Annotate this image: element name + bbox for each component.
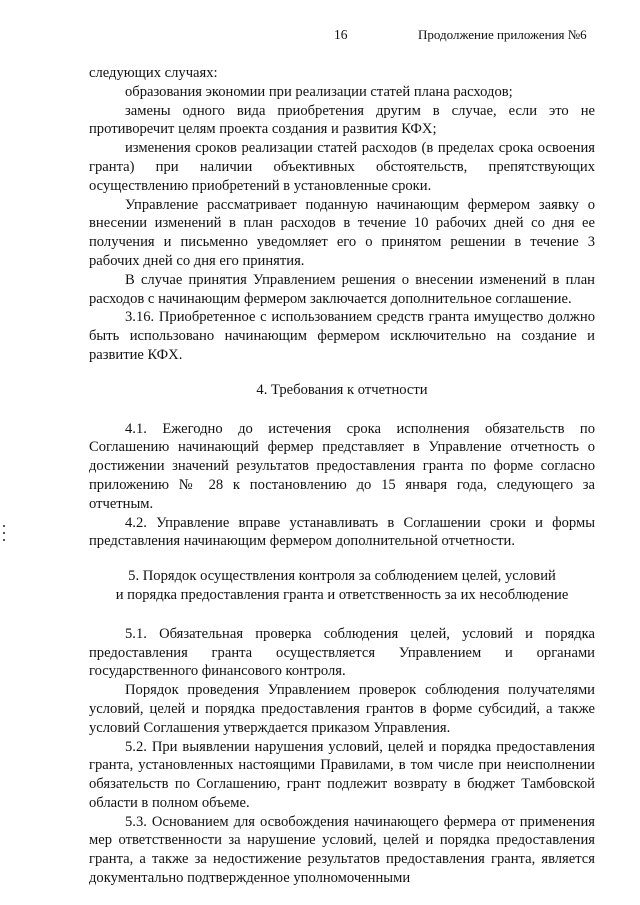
- paragraph: следующих случаях:: [89, 65, 218, 81]
- paragraph: 5.1. Обязательная проверка соблюдения целей, условий и порядка предоставления гранта осуществляется Управлением и органами государственного финансового контроля.: [89, 625, 595, 680]
- section-4-heading: 4. Требования к отчетности: [256, 381, 428, 398]
- paragraph: 5.2. При выявлении нарушения условий, целей и порядка предоставления гранта, установленных настоящими Правилами, в том числе при неисполнении обязательств по Соглашению, грант подлежит возврату в бюджет Тамбовской области в полном объеме.: [89, 738, 595, 811]
- appendix-continuation-note: Продолжение приложения №6: [418, 27, 587, 42]
- paragraph: замены одного вида приобретения другим в случае, если это не противоречит целям проекта создания и развития КФХ;: [89, 102, 595, 138]
- page-number: 16: [334, 27, 348, 42]
- margin-marks: [3, 525, 7, 547]
- section-5-heading-line-2: и порядка предоставления гранта и ответственность за их несоблюдение: [115, 586, 569, 603]
- section-5-heading-line-1: 5. Порядок осуществления контроля за соблюдением целей, условий: [128, 568, 556, 585]
- paragraph: Управление рассматривает поданную начинающим фермером заявку о внесении изменений в план расходов в течение 10 рабочих дней со дня ее получения и письменно уведомляет его о принятом решении в течение 3 рабочих дней со дня его принятия.: [89, 196, 595, 269]
- paragraph: В случае принятия Управлением решения о внесении изменений в план расходов с начинающим фермером заключается дополнительное соглашение.: [89, 271, 595, 307]
- paragraph: 4.2. Управление вправе устанавливать в Соглашении сроки и формы представления начинающим фермером дополнительной отчетности.: [89, 514, 595, 550]
- paragraph: 4.1. Ежегодно до истечения срока исполнения обязательств по Соглашению начинающий фермер представляет в Управление отчетность о достижении значений результатов предоставления гранта по форме согласно приложению № 28 к постановлению до 15 января года, следующего за отчетным.: [89, 420, 595, 512]
- paragraph: изменения сроков реализации статей расходов (в пределах срока освоения гранта) при наличии объективных обстоятельств, препятствующих осуществлению приобретений в установленные сроки.: [89, 140, 595, 194]
- document-body: [89, 64, 595, 888]
- paragraph: Порядок проведения Управлением проверок соблюдения получателями условий, целей и порядка предоставления грантов в форме субсидий, а также условий Соглашения утверждается приказом Управления.: [89, 682, 595, 736]
- paragraph: образования экономии при реализации статей плана расходов;: [125, 83, 513, 100]
- paragraph: 5.3. Основанием для освобождения начинающего фермера от применения мер ответственности за нарушение условий, целей и порядка предоставления гранта, а также за недостижение результатов предоставления гранта, является документально подтвержденное уполномоченными: [89, 813, 595, 887]
- paragraph: 3.16. Приобретенное с использованием средств гранта имущество должно быть использовано начинающим фермером исключительно на создание и развитие КФХ.: [89, 309, 595, 363]
